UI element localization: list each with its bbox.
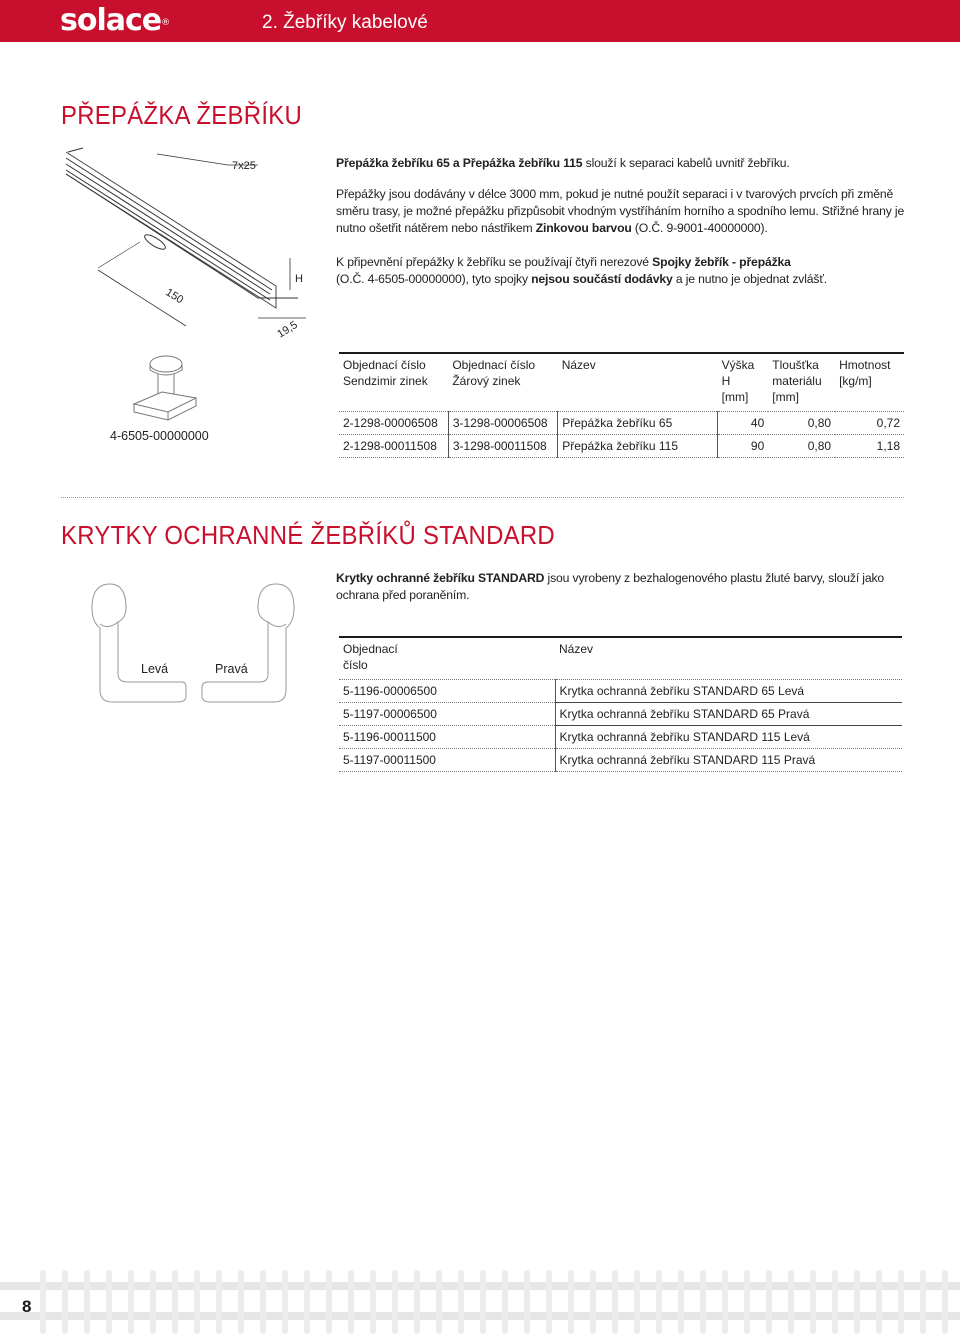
ladder-rung [150,1270,156,1334]
divider-connector-text: K připevnění přepážky k žebříku se používají čtyři nerezové Spojky žebřík - přepážka (O.Č. 4-6505-00000000), tyto spojky nejsou součástí dodávky a je nutno je objednat zvlášť. [336,255,828,286]
ladder-rung [348,1270,354,1334]
ladder-rung [84,1270,90,1334]
ladder-rung [832,1270,838,1334]
ladder-rung [920,1270,926,1334]
ladder-rung [942,1270,948,1334]
ladder-rung [480,1270,486,1334]
ladder-rung [260,1270,266,1334]
caps-label-left: Levá [141,662,169,676]
section-divider [61,497,904,498]
length-dimension-label: 150 [163,286,186,307]
ladder-rung [524,1270,530,1334]
table-row: 5-1196-00006500 Krytka ochranná žebříku STANDARD 65 Levá [339,680,902,703]
ladder-rung [40,1270,46,1334]
divider-table [339,352,904,458]
ladder-rung [898,1270,904,1334]
col-header-name: Název [555,637,902,680]
ladder-rung [546,1270,552,1334]
ladder-rung [744,1270,750,1334]
table-row: 5-1197-00006500 Krytka ochranná žebříku STANDARD 65 Pravá [339,703,902,726]
caps-intro-text: Krytky ochranné žebříku STANDARD jsou vyrobeny z bezhalogenového plastu žluté barvy, slouží jako ochrana před poraněním. [336,571,885,602]
ladder-rung [326,1270,332,1334]
ladder-rung [304,1270,310,1334]
col-header-weight: Hmotnost [kg/m] [835,353,904,412]
slot-dimension-label: 7x25 [232,160,256,172]
page-header [0,0,960,42]
connector-order-code: 4-6505-00000000 [110,429,209,443]
ladder-rung [436,1270,442,1334]
caps-table [339,636,902,772]
ladder-rung [216,1270,222,1334]
ladder-rung [414,1270,420,1334]
ladder-rung [590,1270,596,1334]
ladder-rung [194,1270,200,1334]
col-header-name: Název [558,353,718,412]
ladder-rung [854,1270,860,1334]
ladder-rung [700,1270,706,1334]
height-dimension-label: H [295,273,303,285]
col-header-order-sendzimir: Objednací číslo Sendzimir zinek [339,353,448,412]
table-row: 2-1298-00006508 3-1298-00006508 Přepážka žebříku 65 40 0,80 0,72 [339,412,904,435]
table-row: 5-1197-00011500 Krytka ochranná žebříku STANDARD 115 Pravá [339,749,902,772]
ladder-rung [458,1270,464,1334]
width-dimension-label: 19,5 [275,319,300,341]
ladder-rung [634,1270,640,1334]
ladder-rung [62,1270,68,1334]
ladder-rung [238,1270,244,1334]
ladder-rung [106,1270,112,1334]
ladder-rung [612,1270,618,1334]
ladder-rung [370,1270,376,1334]
ladder-rung [502,1270,508,1334]
ladder-rung [788,1270,794,1334]
section-title-caps: KRYTKY OCHRANNÉ ŽEBŘÍKŮ STANDARD [61,520,555,550]
ladder-rung [172,1270,178,1334]
table-row: 5-1196-00011500 Krytka ochranná žebříku STANDARD 115 Levá [339,726,902,749]
ladder-rung [722,1270,728,1334]
table-row: 2-1298-00011508 3-1298-00011508 Přepážka žebříku 115 90 0,80 1,18 [339,435,904,458]
col-header-order-hot-dip: Objednací číslo Žárový zinek [448,353,557,412]
divider-length-text: Přepážky jsou dodávány v délce 3000 mm, pokud je nutné použít separaci i v tvarových prvcích při změně směru trasy, je možné přepážku přizpůsobit vhodným vystříháním horního a spodního lemu. Střižné hrany je nutno ošetřit nátěrem nebo nástřikem Zinkovou barvou (O.Č. 9-9001-40000000). [336,187,905,235]
ladder-rung [282,1270,288,1334]
ladder-rung [656,1270,662,1334]
divider-diagram [58,140,318,345]
ladder-rung [810,1270,816,1334]
ladder-rung [678,1270,684,1334]
col-header-height: Výška H [mm] [718,353,769,412]
ladder-rung [766,1270,772,1334]
caps-drawing [82,578,322,713]
ladder-rung [392,1270,398,1334]
page-number: 8 [22,1297,32,1316]
divider-intro-text: Přepážka žebříku 65 a Přepážka žebříku 115 slouží k separaci kabelů uvnitř žebříku. [336,156,790,170]
brand-logo: solace® [60,3,170,38]
section-title-divider: PŘEPÁŽKA ŽEBŘÍKU [61,100,303,130]
footer-ladder-decoration [0,1260,960,1340]
chapter-title: 2. Žebříky kabelové [262,12,428,33]
caps-label-right: Pravá [215,662,248,676]
col-header-thickness: Tloušťka materiálu [mm] [768,353,835,412]
ladder-rung [876,1270,882,1334]
ladder-rung [128,1270,134,1334]
col-header-order-number: Objednací číslo [339,637,555,680]
ladder-rung [568,1270,574,1334]
connector-drawing [128,352,200,424]
